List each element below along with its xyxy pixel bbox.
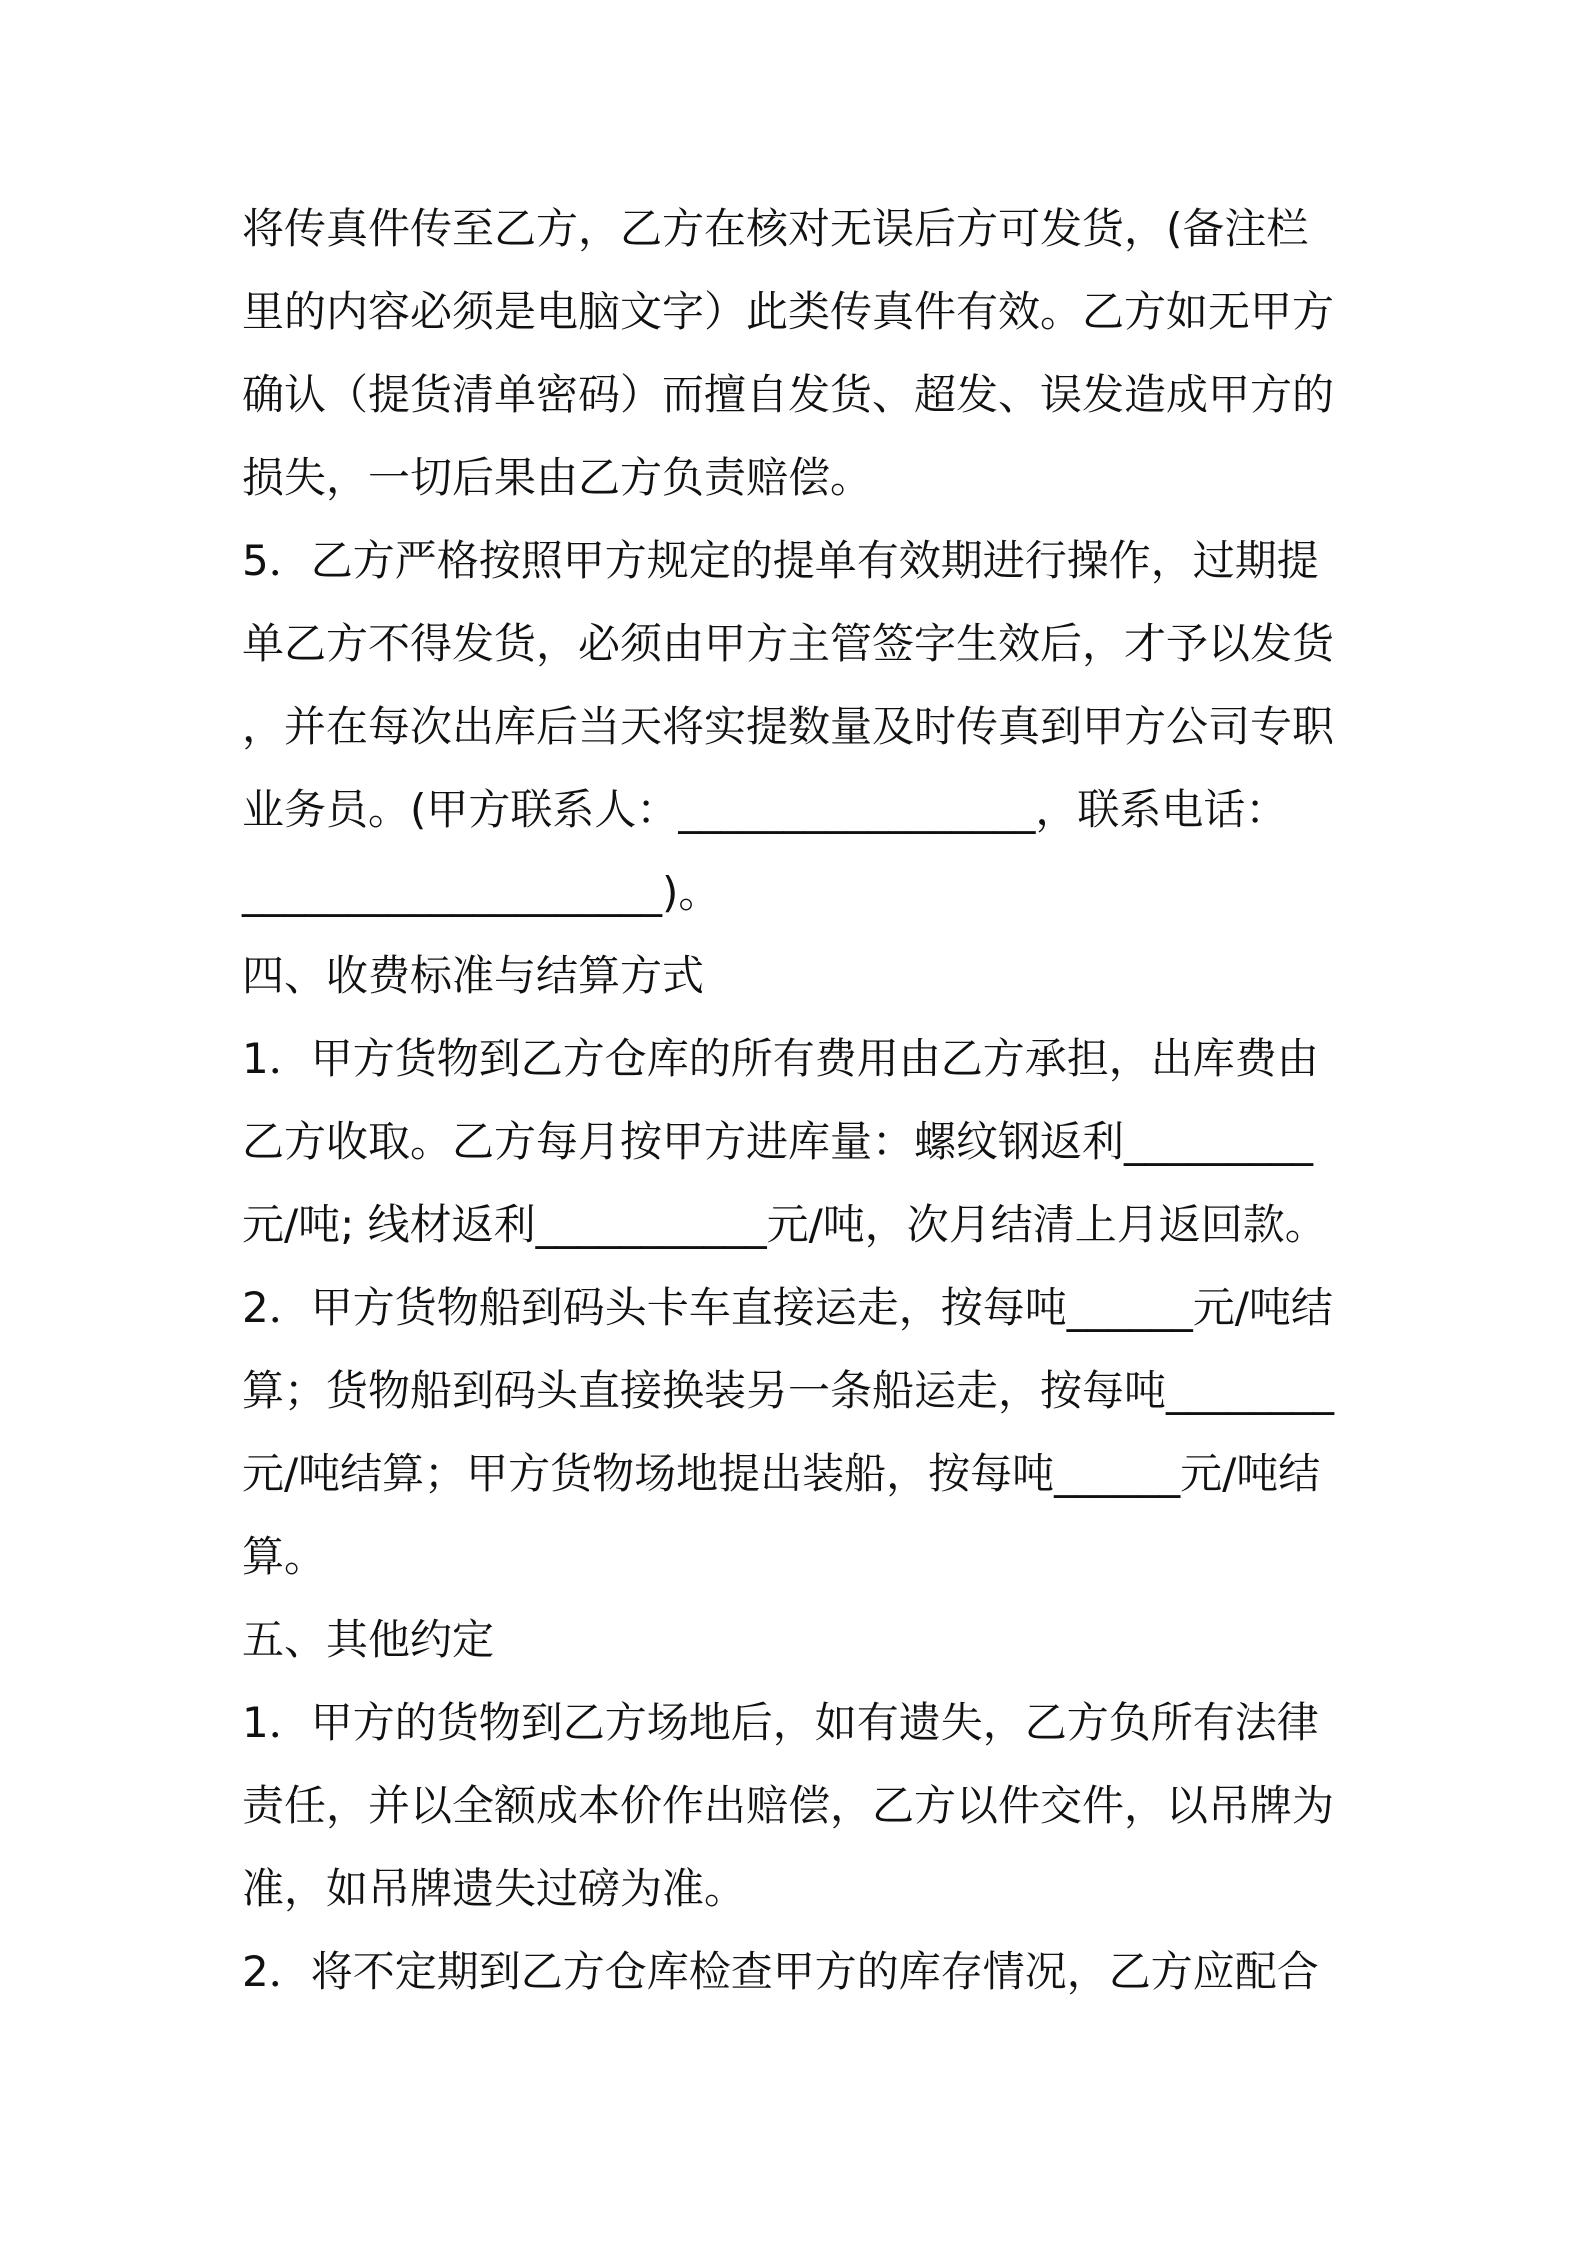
- text-line: 准，如吊牌遗失过磅为准。: [242, 1864, 747, 1913]
- text-line: 确认（提货清单密码）而擅自发货、超发、误发造成甲方的: [242, 370, 1335, 419]
- text-line: 业务员。(甲方联系人：_________________，联系电话：: [242, 785, 1288, 834]
- section-heading: 四、收费标准与结算方式: [242, 951, 705, 1000]
- text-line: 责任，并以全额成本价作出赔偿，乙方以件交件，以吊牌为: [242, 1781, 1335, 1830]
- text-line: 1．甲方货物到乙方仓库的所有费用由乙方承担，出库费由: [242, 1034, 1319, 1083]
- text-line: 元/吨结算；甲方货物场地提出装船，按每吨______元/吨结: [242, 1449, 1321, 1498]
- text-line: 将传真件传至乙方，乙方在核对无误后方可发货，(备注栏: [242, 204, 1309, 253]
- text-line: 损失，一切后果由乙方负责赔偿。: [242, 453, 873, 502]
- text-line: 算。: [242, 1532, 327, 1581]
- text-line: 2．将不定期到乙方仓库检查甲方的库存情况，乙方应配合: [242, 1947, 1319, 1996]
- text-line: 元/吨; 线材返利___________元/吨，次月结清上月返回款。: [242, 1200, 1327, 1249]
- text-line: 2．甲方货物船到码头卡车直接运走，按每吨______元/吨结: [242, 1283, 1333, 1332]
- text-line: 1．甲方的货物到乙方场地后，如有遗失，乙方负所有法律: [242, 1698, 1319, 1747]
- text-line: ____________________)。: [242, 868, 721, 917]
- text-line: 里的内容必须是电脑文字）此类传真件有效。乙方如无甲方: [242, 287, 1335, 336]
- text-line: 乙方收取。乙方每月按甲方进库量：螺纹钢返利_________: [242, 1117, 1314, 1166]
- text-line: 5．乙方严格按照甲方规定的提单有效期进行操作，过期提: [242, 536, 1319, 585]
- section-heading: 五、其他约定: [242, 1615, 495, 1664]
- text-line: 单乙方不得发货，必须由甲方主管签字生效后，才予以发货: [242, 619, 1335, 668]
- text-line: 算；货物船到码头直接换装另一条船运走，按每吨________: [242, 1366, 1335, 1415]
- text-line: ，并在每次出库后当天将实提数量及时传真到甲方公司专职: [242, 702, 1335, 751]
